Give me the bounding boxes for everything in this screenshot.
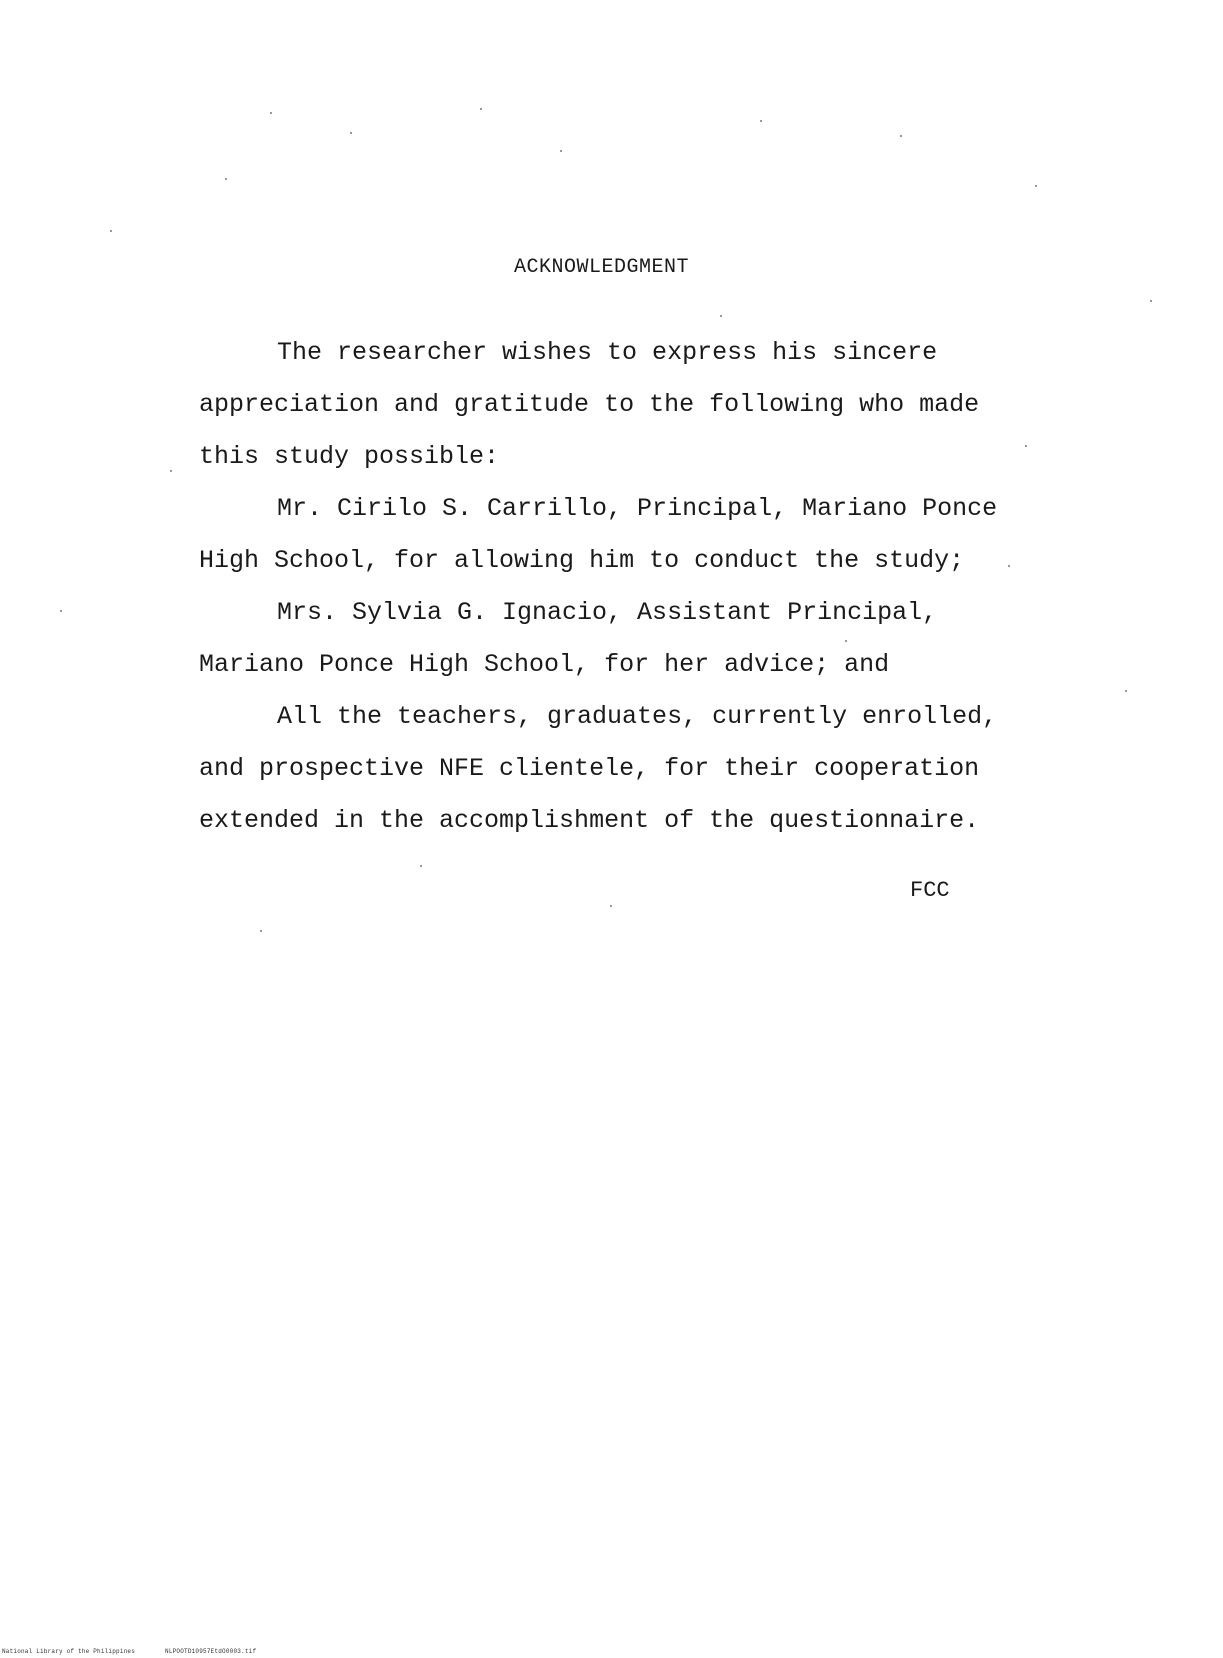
scan-speck xyxy=(480,108,482,110)
scan-speck xyxy=(1008,565,1010,567)
body-line: extended in the accomplishment of the questionnaire. xyxy=(199,806,980,835)
scan-speck xyxy=(170,470,172,472)
body-line: this study possible: xyxy=(199,442,500,471)
title-text: ACKNOWLEDGMENT xyxy=(513,256,690,279)
scan-speck xyxy=(1125,690,1127,692)
scan-speck xyxy=(60,610,62,612)
body-line: High School, for allowing him to conduct the study; xyxy=(199,546,965,575)
body-line: Mariano Ponce High School, for her advice; and xyxy=(199,650,890,679)
page-title xyxy=(0,256,1223,279)
scan-speck xyxy=(110,230,112,232)
acknowledgment-body xyxy=(199,327,1059,847)
body-line: appreciation and gratitude to the following who made xyxy=(199,390,980,419)
footer-library: National Library of the Philippines xyxy=(2,1648,136,1655)
scan-speck xyxy=(420,865,422,867)
author-initials: FCC xyxy=(910,878,950,903)
body-line: and prospective NFE clientele, for their cooperation xyxy=(199,754,980,783)
body-line: The researcher wishes to express his sincere xyxy=(277,338,938,367)
body-line: Mrs. Sylvia G. Ignacio, Assistant Principal, xyxy=(277,598,938,627)
scan-speck xyxy=(1025,445,1027,447)
scan-speck xyxy=(270,112,272,114)
scan-speck xyxy=(900,135,902,137)
body-line: All the teachers, graduates, currently enrolled, xyxy=(277,702,998,731)
scan-speck xyxy=(760,120,762,122)
scan-speck xyxy=(1035,185,1037,187)
body-line: Mr. Cirilo S. Carrillo, Principal, Mariano Ponce xyxy=(277,494,998,523)
scan-speck xyxy=(610,905,612,907)
scan-speck xyxy=(845,640,847,642)
scan-speck xyxy=(720,315,722,317)
scan-footer xyxy=(2,1648,256,1655)
scan-speck xyxy=(260,930,262,932)
scan-speck xyxy=(1150,300,1152,302)
scan-speck xyxy=(225,178,227,180)
scan-speck xyxy=(560,150,562,152)
footer-file-id: NLPOOTD10957EtdO0003.tif xyxy=(165,1648,257,1655)
scan-speck xyxy=(350,132,352,134)
